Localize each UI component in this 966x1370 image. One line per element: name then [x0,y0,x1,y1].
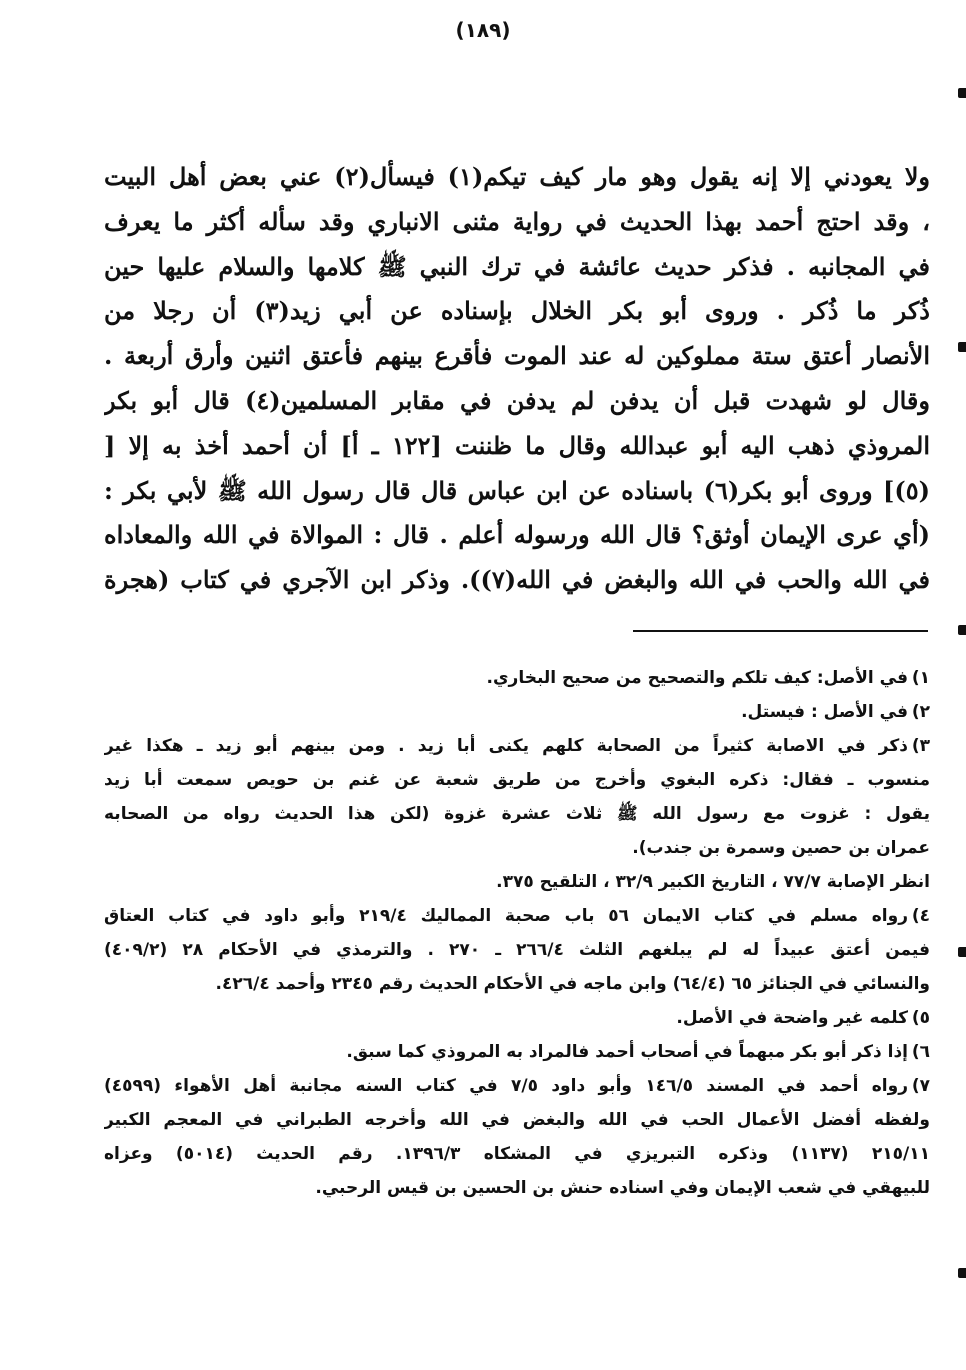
footnote-text: رواه مسلم في كتاب الايمان ٥٦ باب صحبة المماليك ٢١٩/٤ وأبو داود في كتاب العتاق [104,906,908,926]
text-line: الأنصار أعتق ستة مملوكين له عند الموت فأقرع بينهم فأعتق اثنين وأرق أربعة . [104,341,930,371]
footnote-line: يقول : غزوت مع رسول الله ﷺ ثلاث عشرة غزوة (لكن هذا الحديث رواه من الصحابه [104,804,930,824]
footnote-text: إذا ذكر أبو بكر مبهماً في أصحاب أحمد فالمراد به المروذي كما سبق. [346,1042,908,1062]
text-line: ذُكر ما ذُكر . وروى أبو بكر الخلال بإسناده عن أبي زيد(٣) أن رجلا من [104,296,930,326]
scan-edge-mark [958,342,966,352]
footnote-2 [104,695,930,729]
footnote-line: ولفظه أفضل الأعمال الحب في الله والبغض في الله وأخرجه الطبراني في المعجم الكبير [104,1110,930,1130]
footnote-text: ذكر في الاصابة كثيراً من الصحابة كلهم يكنى أبا زيد . ومن بينهم أبو زيد ـ هكذا غير [104,736,908,756]
footnote-6 [104,1035,930,1069]
footnote-4 [104,899,930,933]
text-line: في المجانبه . فذكر حديث عائشة في ترك النبي ﷺ كلامها والسلام عليها حين [104,251,930,281]
footnote-line: ٢١٥/١١ (١١٣٧) وذكره التبريزي في المشكاه ١٣٩٦/٣. رقم الحديث (٥٠١٤) وعزاه [104,1144,930,1164]
footnote-line: انظر الإصابة ٧٧/٧ ، التاريخ الكبير ٣٢/٩ ، التلقيح ٣٧٥. [496,872,930,892]
footnote-number: ٧) [911,1076,930,1096]
footnote-5 [104,1001,930,1035]
footnote-number: ٥) [911,1008,930,1028]
footnotes [104,661,930,1205]
text-line: ، وقد احتج أحمد بهذا الحديث في رواية مثنى الانباري وقد سأله أكثر ما يعرف [104,206,930,236]
footnote-7 [104,1069,930,1103]
footnote-line: منسوب ـ فقال: ذكره البغوي وأخرج من طريق شعبة عن غنم بن حويص سمعت أبا زيد [104,770,930,790]
footnote-line: عمران بن حصين وسمرة بن جندب). [632,838,930,858]
footnote-number: ٣) [911,736,930,756]
scan-edge-mark [958,88,966,98]
footnote-number: ٦) [911,1042,930,1062]
footnote-1 [104,661,930,695]
text-line: (أي عرى الإيمان أوثق؟ قال الله ورسوله أعلم . قال : الموالاة في الله والمعاداه [104,520,930,550]
footnote-text: رواه أحمد في المسند ١٤٦/٥ وأبو داود ٧/٥ في كتاب السنه مجانبة أهل الأهواء (٤٥٩٩) [104,1076,908,1096]
text-line: (٥)] وروى أبو بكر(٦) باسناده عن ابن عباس قال قال رسول الله ﷺ لأبي بكر : [104,475,930,505]
text-line: المروذي ذهب اليه أبو عبدالله وقال ما ظننت [١٢٢ ـ أ] أن أحمد أخذ به إلا [ [104,430,930,460]
text-line: ولا يعودني إلا إنه يقول وهو مار كيف تيكم(١) فيسأل(٢) عني بعض أهل البيت [104,162,930,191]
footnote-number: ٤) [911,906,930,926]
footnote-line: للبيهقي في شعب الإيمان وفي اسناده حنش بن الحسين بن قيس الرحبي. [315,1178,930,1198]
main-text [104,155,930,603]
scan-edge-mark [958,625,966,635]
footnote-line: فيمن أعتق عبيداً له لم يبلغهم الثلث ٢٦٦/٤ ـ ٢٧٠ . والترمذي في الأحكام ٢٨ (٤٠٩/٢) [104,940,930,960]
page-number: (١٨٩) [455,18,511,42]
footnote-text: في الأصل: كيف تلكم والتصحيح من صحيح البخاري. [486,668,908,688]
scan-edge-mark [958,1268,966,1278]
footnote-line: والنسائي في الجنائز ٦٥ (٦٤/٤) وابن ماجه في الأحكام الحديث رقم ٢٣٤٥ وأحمد ٤٢٦/٤. [215,974,930,994]
footnote-number: ١) [911,668,930,688]
footnote-number: ٢) [911,702,930,722]
footnote-text: كلمه غير واضحة في الأصل. [676,1008,908,1028]
text-line: في الله والحب في الله والبغض في الله(٧)). وذكر ابن الآجري في كتاب (هجرة [104,565,930,595]
footnote-separator [633,630,928,632]
scan-edge-mark [958,947,966,957]
footnote-text: في الأصل : فيستل. [741,702,908,722]
text-line: وقال لو شهدت قبل أن يدفن لم يدفن في مقابر المسلمين(٤) قال أبو بكر [104,385,930,415]
footnote-3 [104,729,930,763]
